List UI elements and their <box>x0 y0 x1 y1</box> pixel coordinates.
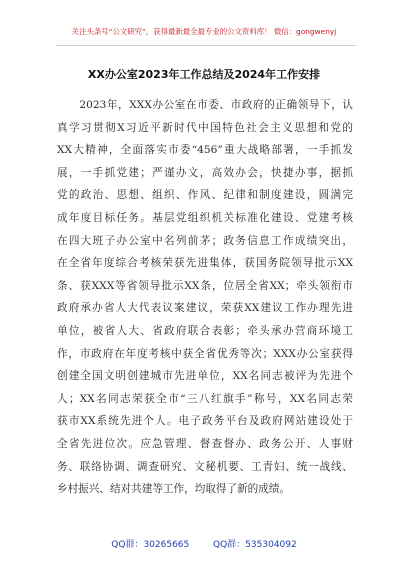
paragraph-line: 乡村振兴、结对共建等工作，均取得了新的成绩。 <box>57 483 291 496</box>
document-body <box>57 94 353 501</box>
paragraph-line: 单位，被省人大、省政府联合表彰；牵头承办营商环境工 <box>57 324 353 337</box>
paragraph-line: 全省先进位次。应急管理、督查督办、政务公开、人事财 <box>57 437 353 450</box>
header-divider <box>56 45 356 46</box>
paragraph-line: 政府承办省人大代表议案建议，荣获XX建议工作办理先进 <box>57 302 353 315</box>
paragraph-line: 务、联络协调、调查研究、文秘机要、工青妇、统一战线、 <box>57 460 353 473</box>
footer-qq-group-2: QQ群：535304092 <box>213 540 297 550</box>
paragraph-line: 人；XX名同志荣获全市“三八红旗手”称号，XX名同志荣 <box>57 392 353 405</box>
paragraph-line: 成年度目标任务。基层党组织机关标准化建设、党建考核 <box>57 211 353 224</box>
paragraph-line: 作，市政府在年度考核中获全省优秀等次；XXX办公室获得 <box>57 347 353 360</box>
paragraph-line: 创建全国文明创建城市先进单位，XX名同志被评为先进个 <box>57 370 353 383</box>
paragraph-line: 获市XX系统先进个人。电子政务平台及政府网站建设处于 <box>57 415 353 428</box>
paragraph-line: 2023年，XXX办公室在市委、市政府的正确领导下，认 <box>57 99 353 111</box>
promo-header-text: 关注头条号“公文研究”，获得最新最全最专业的公文资料库！ 微信：gongwenyj <box>71 27 337 36</box>
paragraph-line: 在四大班子办公室中名列前茅；政务信息工作成绩突出， <box>57 234 353 247</box>
footer-qq-group-1: QQ群：30265665 <box>111 540 190 550</box>
paragraph-line: 真学习贯彻X习近平新时代中国特色社会主义思想和党的 <box>57 121 353 134</box>
paragraph-line: 在全省年度综合考核荣获先进集体，获国务院领导批示XX <box>57 257 353 270</box>
promo-header <box>0 26 408 37</box>
promo-footer <box>0 537 408 550</box>
paragraph-line: 条、获XXX等省领导批示XX条，位居全省XX；牵头领衔市 <box>57 279 353 292</box>
paragraph-line: 党的政治、思想、组织、作风、纪律和制度建设，圆满完 <box>57 189 353 202</box>
paragraph-line: 展，一手抓党建；严谨办文，高效办会，快捷办事，据抓 <box>57 166 353 179</box>
paragraph-line: XX大精神，全面落实市委“456”重大战略部署，一手抓发 <box>57 144 353 157</box>
document-title: XX办公室2023年工作总结及2024年工作安排 <box>87 68 321 81</box>
